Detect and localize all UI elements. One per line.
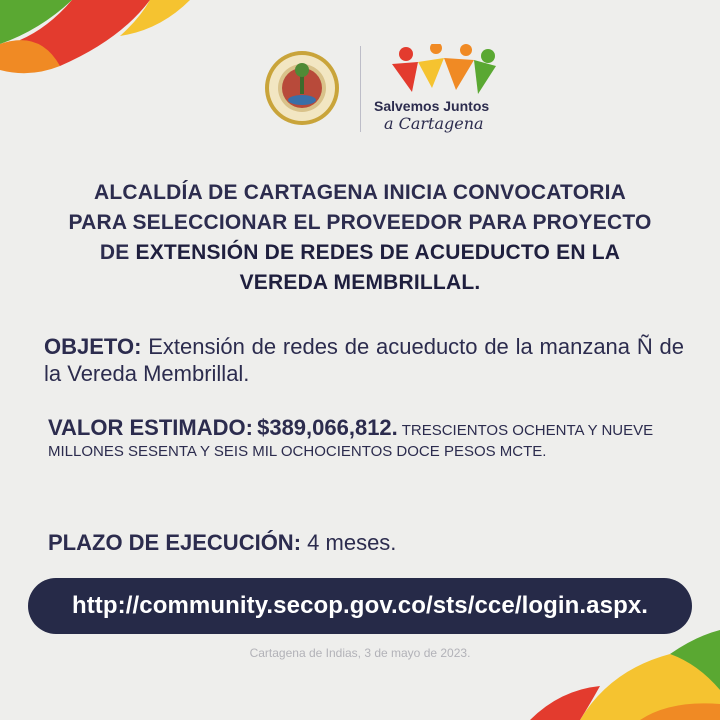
- headline-prefix: DE: [99, 241, 136, 264]
- logo-divider: [360, 46, 361, 132]
- valor-section: [48, 417, 688, 462]
- plazo-label: PLAZO DE EJECUCIÓN:: [48, 530, 302, 555]
- headline-line-2: PARA SELECCIONAR EL PROVEEDOR PARA PROYECTO: [68, 211, 652, 234]
- brand-tagline: a Cartagena: [384, 114, 484, 133]
- cartagena-seal-logo: [264, 50, 340, 126]
- salvemos-juntos-logo: [374, 44, 522, 136]
- objeto-section: [44, 333, 684, 387]
- logos-header: [262, 44, 522, 136]
- plazo-value: 4 meses.: [307, 530, 397, 555]
- brand-name: Salvemos Juntos: [374, 98, 490, 114]
- headline-project-name: EXTENSIÓN DE REDES DE ACUEDUCTO EN LA: [135, 241, 621, 264]
- brand-figures-icon: [388, 44, 498, 98]
- headline-line-1: ALCALDÍA DE CARTAGENA INICIA CONVOCATORIA: [93, 181, 627, 204]
- bottom-right-decoration: [520, 630, 720, 720]
- valor-label: VALOR ESTIMADO:: [48, 415, 253, 440]
- valor-amount: $389,066,812.: [257, 415, 398, 440]
- plazo-section: [48, 529, 688, 557]
- announcement-headline: [20, 178, 700, 298]
- footer-date: Cartagena de Indias, 3 de mayo de 2023.: [249, 646, 471, 660]
- top-left-decoration: [0, 0, 190, 80]
- objeto-label: OBJETO:: [44, 334, 142, 359]
- headline-line-3: [20, 238, 700, 268]
- valor-words: TRESCIENTOS OCHENTA Y NUEVE MILLONES SESENTA Y SEIS MIL OCHOCIENTOS DOCE PESOS MCTE.: [48, 422, 654, 460]
- secop-link[interactable]: http://community.secop.gov.co/sts/cce/login.aspx.: [28, 578, 692, 634]
- objeto-text: Extensión de redes de acueducto de la manzana Ñ de la Vereda Membrillal.: [44, 334, 684, 386]
- headline-line-4: VEREDA MEMBRILLAL.: [239, 271, 481, 294]
